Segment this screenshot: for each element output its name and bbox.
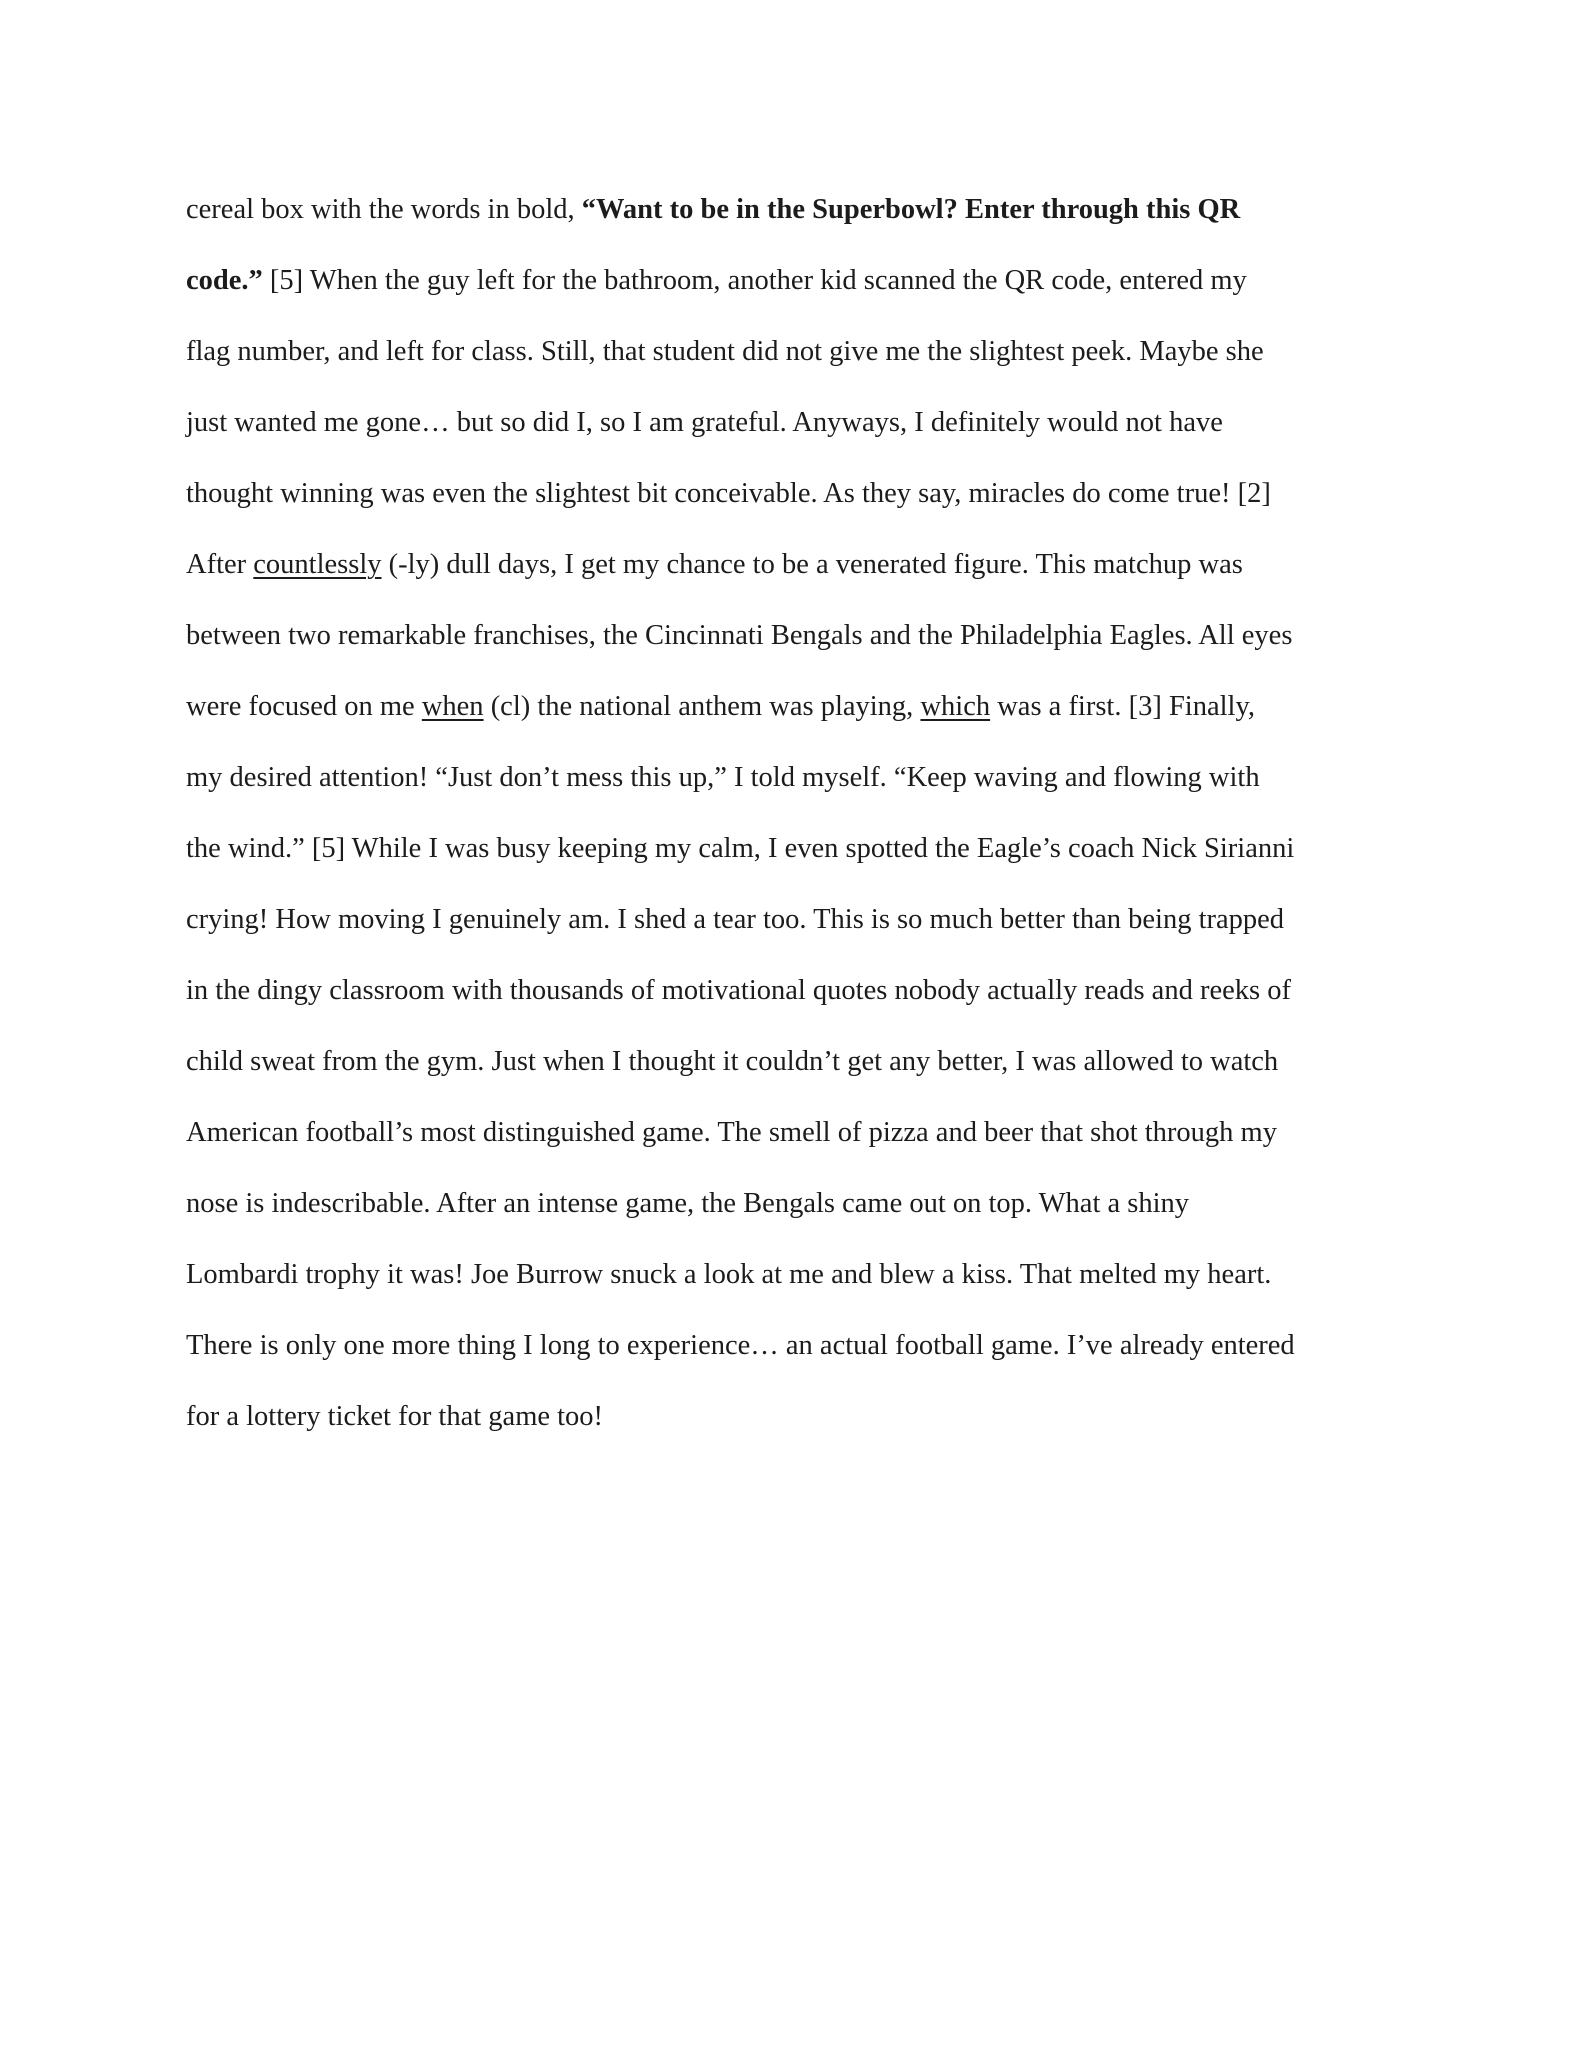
text-segment: There is only one more thing I long to experience… an actual football game. I’ve already entered [186,1330,1295,1361]
text-line [186,600,1406,671]
bold-text: “Want to be in the Superbowl? Enter through this QR [581,194,1241,225]
text-segment: my desired attention! “Just don’t mess this up,” I told myself. “Keep waving and flowing with [186,762,1260,793]
text-segment: cereal box with the words in bold, [186,194,582,225]
text-line [186,1310,1406,1381]
text-segment: between two remarkable franchises, the Cincinnati Bengals and the Philadelphia Eagles. All eyes [186,620,1293,651]
text-segment: was a first. [3] Finally, [990,691,1255,722]
underlined-word: when [421,691,484,722]
text-segment: flag number, and left for class. Still, that student did not give me the slightest peek. Maybe she [186,336,1264,367]
text-line [186,813,1406,884]
text-line [186,316,1406,387]
text-line [186,1097,1406,1168]
text-line [186,1168,1406,1239]
text-line [186,529,1406,600]
text-line [186,742,1406,813]
body-text [186,174,1406,1452]
text-line [186,245,1406,316]
text-line [186,955,1406,1026]
text-segment: in the dingy classroom with thousands of motivational quotes nobody actually reads and reeks of [186,975,1291,1006]
text-line [186,1381,1406,1452]
text-line [186,1239,1406,1310]
bold-text: code.” [186,265,263,296]
text-segment: child sweat from the gym. Just when I thought it couldn’t get any better, I was allowed to watch [186,1046,1279,1077]
text-line [186,174,1406,245]
text-segment: thought winning was even the slightest bit conceivable. As they say, miracles do come true! [2] [186,478,1271,509]
text-line [186,1026,1406,1097]
text-segment: Lombardi trophy it was! Joe Burrow snuck a look at me and blew a kiss. That melted my heart. [186,1259,1272,1290]
text-segment: [5] When the guy left for the bathroom, another kid scanned the QR code, entered my [262,265,1247,296]
text-segment: After [186,549,254,580]
text-segment: crying! How moving I genuinely am. I shed a tear too. This is so much better than being trapped [186,904,1285,935]
underlined-word: countlessly [253,549,382,580]
text-segment: were focused on me [186,691,422,722]
text-segment: for a lottery ticket for that game too! [186,1401,604,1432]
text-line [186,671,1406,742]
text-segment: nose is indescribable. After an intense game, the Bengals came out on top. What a shiny [186,1188,1190,1219]
text-segment: (cl) the national anthem was playing, [483,691,921,722]
text-segment: (-ly) dull days, I get my chance to be a venerated figure. This matchup was [381,549,1243,580]
text-line [186,458,1406,529]
text-segment: American football’s most distinguished game. The smell of pizza and beer that shot through my [186,1117,1277,1148]
text-segment: just wanted me gone… but so did I, so I am grateful. Anyways, I definitely would not have [186,407,1223,438]
text-line [186,884,1406,955]
text-line [186,387,1406,458]
text-segment: the wind.” [5] While I was busy keeping my calm, I even spotted the Eagle’s coach Nick Sirianni [186,833,1295,864]
underlined-word: which [920,691,991,722]
